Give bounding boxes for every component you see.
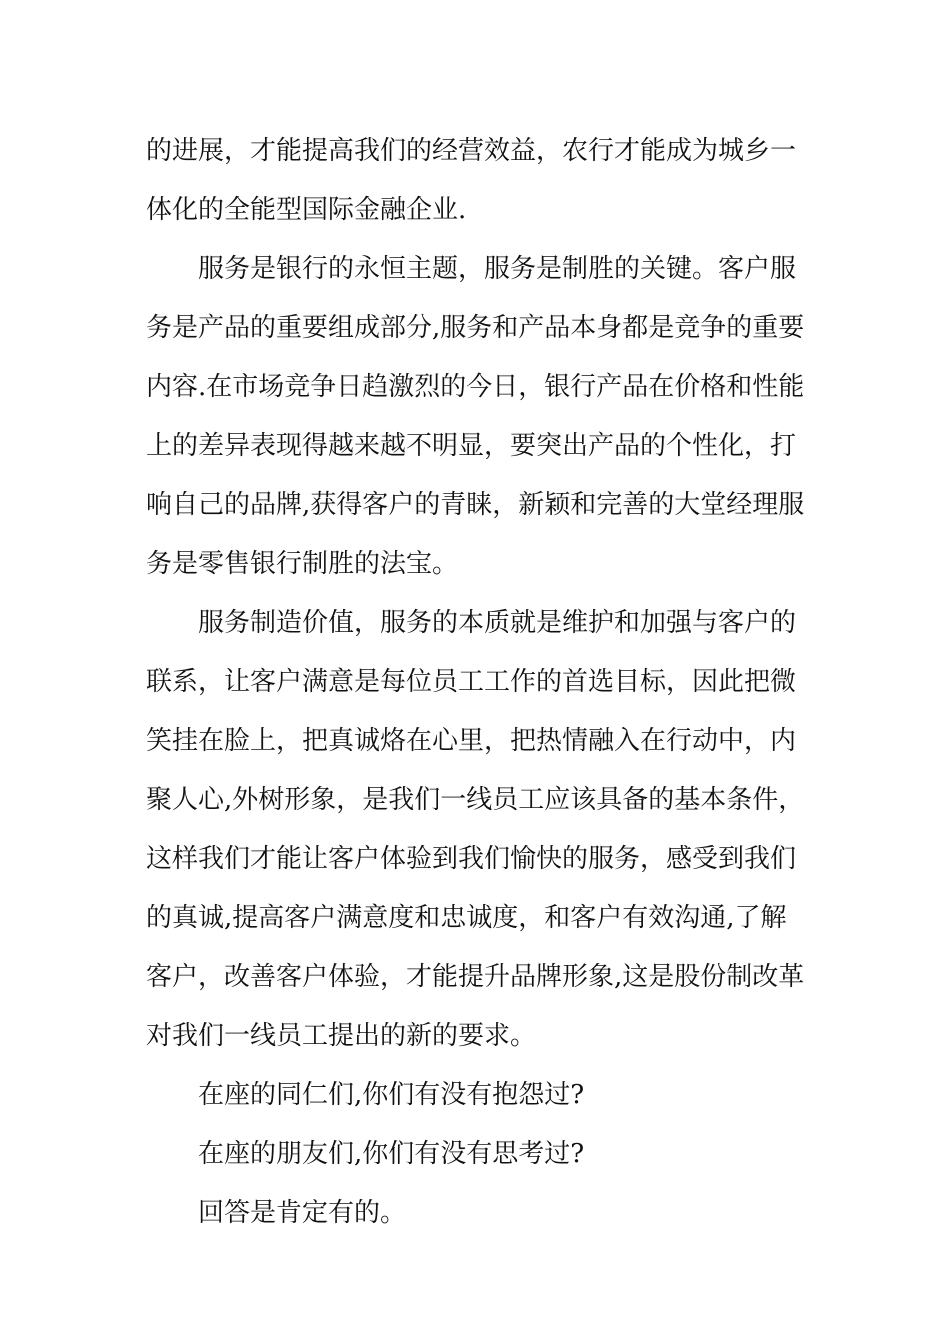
paragraph-start-line: 在座的朋友们,你们有没有思考过? xyxy=(198,1139,585,1169)
text-line: 务是零售银行制胜的法宝。 xyxy=(146,549,459,579)
text-line: 体化的全能型国际金融企业. xyxy=(146,195,467,225)
text-line: 这样我们才能让客户体验到我们愉快的服务，感受到我们 xyxy=(146,844,797,874)
body-text xyxy=(146,122,810,1243)
paragraph-start-line: 服务是银行的永恒主题，服务是制胜的关键。客户服 xyxy=(198,254,797,284)
text-line: 聚人心,外树形象，是我们一线员工应该具备的基本条件， xyxy=(146,785,805,815)
paragraph-start-line: 回答是肯定有的。 xyxy=(198,1198,407,1228)
text-line: 内容.在市场竞争日趋激烈的今日，银行产品在价格和性能 xyxy=(146,372,805,402)
text-line: 的真诚,提高客户满意度和忠诚度，和客户有效沟通,了解 xyxy=(146,903,787,933)
text-line: 联系，让客户满意是每位员工工作的首选目标，因此把微 xyxy=(146,667,797,697)
paragraph-start-line: 服务制造价值，服务的本质就是维护和加强与客户的 xyxy=(198,608,797,638)
text-line: 务是产品的重要组成部分,服务和产品本身都是竞争的重要 xyxy=(146,313,805,343)
text-line: 客户，改善客户体验，才能提升品牌形象,这是股份制改革 xyxy=(146,962,805,992)
text-line: 上的差异表现得越来越不明显，要突出产品的个性化，打 xyxy=(146,431,797,461)
paragraph-start-line: 在座的同仁们,你们有没有抱怨过? xyxy=(198,1080,585,1110)
text-line: 对我们一线员工提出的新的要求。 xyxy=(146,1021,537,1051)
text-line: 笑挂在脸上，把真诚烙在心里，把热情融入在行动中，内 xyxy=(146,726,797,756)
text-line: 的进展，才能提高我们的经营效益，农行才能成为城乡一 xyxy=(146,136,797,166)
text-line: 响自己的品牌,获得客户的青睐，新颖和完善的大堂经理服 xyxy=(146,490,805,520)
